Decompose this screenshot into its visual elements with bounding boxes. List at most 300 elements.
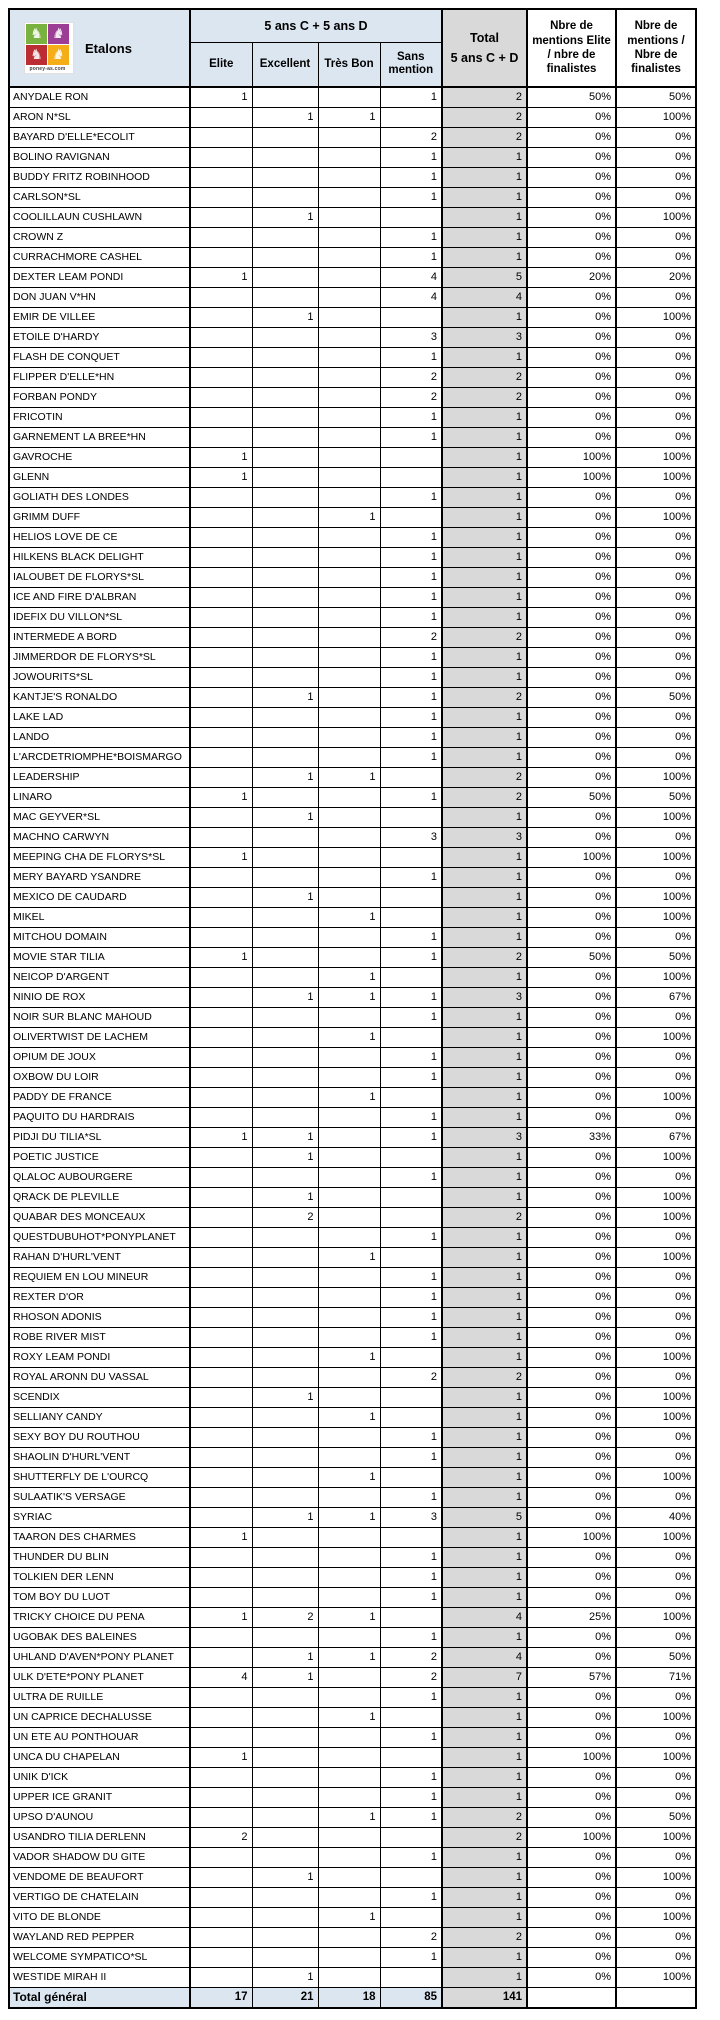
pct-elite-cell: 100% [527,1748,616,1768]
elite-count-cell [190,1728,252,1748]
stallion-name-cell: MEXICO DE CAUDARD [9,888,190,908]
excellent-count-cell: 1 [252,1188,318,1208]
tres-bon-count-cell [318,728,380,748]
elite-count-cell [190,1228,252,1248]
table-row [9,708,696,728]
pct-elite-cell: 0% [527,1808,616,1828]
excellent-count-cell: 1 [252,108,318,128]
total-cell: 1 [442,708,527,728]
excellent-count-cell [252,328,318,348]
sans-mention-count-cell: 2 [380,1668,442,1688]
logo-purple-pony-icon: ♞ [48,24,69,44]
tres-bon-count-cell: 1 [318,1908,380,1928]
total-cell: 1 [442,148,527,168]
pct-mentions-cell: 0% [616,1008,696,1028]
table-row [9,188,696,208]
logo-caption: poney-as.com [29,66,66,72]
table-row [9,1288,696,1308]
sans-mention-count-cell [380,1828,442,1848]
tres-bon-count-cell [318,708,380,728]
pct-mentions-cell: 0% [616,1788,696,1808]
total-cell: 2 [442,768,527,788]
excellent-count-cell: 1 [252,768,318,788]
elite-count-cell [190,1308,252,1328]
elite-count-cell [190,1568,252,1588]
pct-mentions-cell: 100% [616,1528,696,1548]
pct-mentions-cell: 100% [616,1348,696,1368]
total-column-header [442,9,527,87]
sans-mention-count-cell: 1 [380,488,442,508]
pct-mentions-cell: 0% [616,428,696,448]
excellent-count-cell [252,1688,318,1708]
sans-mention-count-cell: 1 [380,688,442,708]
pct-elite-cell: 100% [527,1828,616,1848]
stallion-name-cell: VERTIGO DE CHATELAIN [9,1888,190,1908]
total-cell: 1 [442,908,527,928]
sans-mention-count-cell [380,1528,442,1548]
pct-elite-cell: 0% [527,488,616,508]
table-row [9,1228,696,1248]
sans-mention-count-cell [380,1208,442,1228]
pct-elite-cell: 0% [527,988,616,1008]
elite-count-cell [190,1448,252,1468]
sans-mention-count-cell: 1 [380,428,442,448]
table-row [9,1848,696,1868]
tres-bon-count-cell [318,568,380,588]
pct-elite-cell: 0% [527,708,616,728]
pct-elite-cell: 0% [527,368,616,388]
stallion-name-cell: L'ARCDETRIOMPHE*BOISMARGO [9,748,190,768]
total-cell: 2 [442,1928,527,1948]
tres-bon-count-cell [318,1228,380,1248]
excellent-count-cell [252,348,318,368]
table-row [9,308,696,328]
pct-mentions-cell: 67% [616,988,696,1008]
tres-bon-count-cell [318,408,380,428]
stallion-name-cell: LAKE LAD [9,708,190,728]
tres-bon-count-cell [318,268,380,288]
tres-bon-count-cell [318,668,380,688]
elite-count-cell [190,388,252,408]
total-cell: 1 [442,1228,527,1248]
pct-elite-cell: 0% [527,628,616,648]
excellent-count-cell [252,508,318,528]
tres-bon-count-cell [318,1868,380,1888]
pct-mentions-cell: 0% [616,1588,696,1608]
elite-count-cell [190,1708,252,1728]
elite-count-cell [190,648,252,668]
elite-count-cell [190,368,252,388]
elite-count-cell [190,968,252,988]
elite-count-cell [190,1588,252,1608]
stallion-name-cell: NOIR SUR BLANC MAHOUD [9,1008,190,1028]
elite-count-cell [190,1048,252,1068]
elite-count-cell [190,1208,252,1228]
elite-count-cell [190,228,252,248]
pct-mentions-cell: 0% [616,1048,696,1068]
excellent-count-cell [252,1168,318,1188]
total-cell: 1 [442,1348,527,1368]
elite-count-cell [190,1108,252,1128]
pct-elite-cell: 0% [527,1388,616,1408]
table-row [9,368,696,388]
total-cell: 2 [442,948,527,968]
table-row [9,1508,696,1528]
excellent-count-cell [252,908,318,928]
tres-bon-count-cell [318,1628,380,1648]
pct-elite-cell: 0% [527,348,616,368]
tres-bon-count-cell [318,528,380,548]
table-row [9,848,696,868]
pct-mentions-cell: 100% [616,1748,696,1768]
excellent-count-cell [252,1948,318,1968]
total-cell: 3 [442,988,527,1008]
sans-mention-count-cell: 1 [380,868,442,888]
pct-elite-cell: 0% [527,768,616,788]
pct-mentions-cell: 0% [616,328,696,348]
table-row [9,668,696,688]
table-row [9,1328,696,1348]
total-cell: 1 [442,428,527,448]
pct-mentions-cell: 0% [616,288,696,308]
tres-bon-count-cell: 1 [318,1248,380,1268]
stallion-name-cell: BAYARD D'ELLE*ECOLIT [9,128,190,148]
elite-count-cell [190,1928,252,1948]
elite-count-cell [190,1368,252,1388]
sans-mention-count-cell [380,508,442,528]
total-cell: 1 [442,1688,527,1708]
sans-mention-count-cell: 1 [380,1168,442,1188]
total-cell: 5 [442,1508,527,1528]
tres-bon-count-cell [318,468,380,488]
elite-count-cell [190,828,252,848]
stallion-name-cell: LEADERSHIP [9,768,190,788]
pct-mentions-cell: 50% [616,948,696,968]
pct-mentions-cell: 0% [616,608,696,628]
sans-mention-count-cell: 1 [380,1108,442,1128]
stallion-name-cell: OLIVERTWIST DE LACHEM [9,1028,190,1048]
sans-mention-count-cell: 3 [380,328,442,348]
stallion-name-cell: EMIR DE VILLEE [9,308,190,328]
table-row [9,228,696,248]
sans-mention-count-cell [380,848,442,868]
subheader-excellent: Excellent [252,42,318,87]
tres-bon-count-cell [318,87,380,108]
stallion-name-cell: SELLIANY CANDY [9,1408,190,1428]
sans-mention-count-cell: 1 [380,1548,442,1568]
pct-elite-cell: 0% [527,1468,616,1488]
elite-count-cell [190,528,252,548]
sans-mention-count-cell [380,468,442,488]
excellent-count-cell: 1 [252,988,318,1008]
pct-mentions-cell: 100% [616,1608,696,1628]
stallion-name-cell: GOLIATH DES LONDES [9,488,190,508]
elite-count-cell: 1 [190,788,252,808]
elite-count-cell [190,808,252,828]
tres-bon-count-cell [318,1168,380,1188]
elite-count-cell [190,668,252,688]
total-cell: 1 [442,1888,527,1908]
pct-mentions-cell: 0% [616,1448,696,1468]
tres-bon-count-cell [318,748,380,768]
excellent-count-cell [252,728,318,748]
total-cell: 2 [442,108,527,128]
table-row [9,488,696,508]
excellent-count-cell [252,1348,318,1368]
sans-mention-count-cell: 1 [380,188,442,208]
total-general-pct-elite-cell [527,1988,616,2009]
elite-count-cell: 1 [190,468,252,488]
tres-bon-count-cell [318,1528,380,1548]
sans-mention-count-cell: 1 [380,1568,442,1588]
table-row [9,528,696,548]
pct-mentions-cell: 0% [616,1308,696,1328]
total-cell: 1 [442,1568,527,1588]
pct-elite-cell: 0% [527,508,616,528]
stallion-name-cell: REQUIEM EN LOU MINEUR [9,1268,190,1288]
pct-mentions-cell: 100% [616,1188,696,1208]
stallion-name-cell: SULAATIK'S VERSAGE [9,1488,190,1508]
group-header-5ans: 5 ans C + 5 ans D [190,9,442,42]
excellent-count-cell: 2 [252,1608,318,1628]
stallion-name-cell: UN ETE AU PONTHOUAR [9,1728,190,1748]
total-cell: 1 [442,928,527,948]
elite-count-cell [190,1768,252,1788]
elite-count-cell: 1 [190,948,252,968]
tres-bon-count-cell [318,348,380,368]
tres-bon-count-cell [318,888,380,908]
pct-mentions-cell: 0% [616,488,696,508]
pct-mentions-cell: 0% [616,1108,696,1128]
table-row [9,1028,696,1048]
table-row [9,1668,696,1688]
table-row [9,1248,696,1268]
pct-elite-cell: 0% [527,388,616,408]
excellent-count-cell: 1 [252,888,318,908]
pct-elite-cell: 0% [527,1768,616,1788]
pct-elite-cell: 0% [527,588,616,608]
pct-elite-cell: 0% [527,908,616,928]
elite-count-cell [190,928,252,948]
etalons-header-cell [9,9,190,87]
stallion-name-cell: FLIPPER D'ELLE*HN [9,368,190,388]
total-cell: 1 [442,1148,527,1168]
tres-bon-count-cell [318,1828,380,1848]
pct-mentions-cell: 0% [616,528,696,548]
table-row [9,268,696,288]
sans-mention-count-cell [380,208,442,228]
excellent-count-cell [252,748,318,768]
stallion-name-cell: UGOBAK DES BALEINES [9,1628,190,1648]
sans-mention-count-cell: 1 [380,1768,442,1788]
elite-count-cell [190,1848,252,1868]
stallion-name-cell: CROWN Z [9,228,190,248]
stallion-name-cell: ANYDALE RON [9,87,190,108]
excellent-count-cell [252,1068,318,1088]
sans-mention-count-cell [380,108,442,128]
total-cell: 1 [442,1088,527,1108]
pct-elite-cell: 0% [527,208,616,228]
pct-elite-cell: 0% [527,1328,616,1348]
pct-elite-cell: 0% [527,1288,616,1308]
total-cell: 1 [442,448,527,468]
stallion-name-cell: ROYAL ARONN DU VASSAL [9,1368,190,1388]
sans-mention-count-cell: 1 [380,928,442,948]
pct-elite-cell: 0% [527,1508,616,1528]
stallion-name-cell: SEXY BOY DU ROUTHOU [9,1428,190,1448]
excellent-count-cell [252,1808,318,1828]
stallion-name-cell: IDEFIX DU VILLON*SL [9,608,190,628]
table-row [9,1868,696,1888]
pct-elite-cell: 0% [527,1628,616,1648]
sans-mention-count-cell [380,1468,442,1488]
pct-elite-cell: 25% [527,1608,616,1628]
sans-mention-count-cell [380,1608,442,1628]
pct-mentions-cell: 100% [616,308,696,328]
excellent-count-cell [252,1468,318,1488]
table-row [9,108,696,128]
total-cell: 1 [442,1788,527,1808]
pct-mentions-cell: 100% [616,1868,696,1888]
sans-mention-count-cell: 1 [380,1628,442,1648]
total-cell: 1 [442,1408,527,1428]
elite-count-cell [190,1408,252,1428]
elite-count-cell [190,168,252,188]
excellent-count-cell [252,428,318,448]
pct-mentions-cell: 100% [616,508,696,528]
stallion-name-cell: OPIUM DE JOUX [9,1048,190,1068]
stallion-name-cell: BOLINO RAVIGNAN [9,148,190,168]
pct-mentions-cell: 100% [616,848,696,868]
pct-mentions-cell: 0% [616,1268,696,1288]
excellent-count-cell [252,1028,318,1048]
table-row [9,888,696,908]
stallion-name-cell: KANTJE'S RONALDO [9,688,190,708]
table-row [9,1208,696,1228]
pct-mentions-column-header: Nbre de mentions / Nbre de finalistes [616,9,696,87]
excellent-count-cell [252,708,318,728]
pct-elite-cell: 0% [527,1588,616,1608]
total-cell: 2 [442,688,527,708]
total-cell: 1 [442,1728,527,1748]
tres-bon-count-cell [318,1568,380,1588]
total-cell: 1 [442,168,527,188]
total-cell: 1 [442,808,527,828]
pct-mentions-cell: 0% [616,168,696,188]
pct-elite-cell: 0% [527,1488,616,1508]
tres-bon-count-cell: 1 [318,988,380,1008]
tres-bon-count-cell [318,1128,380,1148]
total-cell: 1 [442,1708,527,1728]
total-cell: 1 [442,968,527,988]
total-general-elite-count-cell: 17 [190,1988,252,2009]
sans-mention-count-cell: 1 [380,948,442,968]
table-row [9,1148,696,1168]
pct-mentions-cell: 100% [616,1028,696,1048]
stallion-name-cell: ARON N*SL [9,108,190,128]
stallion-name-cell: FRICOTIN [9,408,190,428]
excellent-count-cell [252,848,318,868]
tres-bon-count-cell [318,948,380,968]
pct-mentions-cell: 0% [616,368,696,388]
excellent-count-cell [252,1488,318,1508]
table-row [9,208,696,228]
table-row [9,1428,696,1448]
elite-count-cell [190,308,252,328]
total-cell: 1 [442,1008,527,1028]
pct-elite-cell: 0% [527,188,616,208]
tres-bon-count-cell [318,1368,380,1388]
table-row [9,1968,696,1988]
total-cell: 1 [442,1108,527,1128]
sans-mention-count-cell: 2 [380,388,442,408]
stallion-name-cell: QRACK DE PLEVILLE [9,1188,190,1208]
pct-elite-cell: 0% [527,148,616,168]
pct-elite-cell: 0% [527,1408,616,1428]
tres-bon-count-cell [318,128,380,148]
elite-count-cell [190,728,252,748]
table-row [9,1928,696,1948]
sans-mention-count-cell: 1 [380,648,442,668]
tres-bon-count-cell [318,1768,380,1788]
stallion-name-cell: JIMMERDOR DE FLORYS*SL [9,648,190,668]
excellent-count-cell [252,1888,318,1908]
total-general-pct-mentions-cell [616,1988,696,2009]
tres-bon-count-cell [318,1048,380,1068]
pct-mentions-cell: 0% [616,928,696,948]
tres-bon-count-cell [318,288,380,308]
elite-count-cell [190,1008,252,1028]
stallion-name-cell: MIKEL [9,908,190,928]
excellent-count-cell [252,1268,318,1288]
tres-bon-count-cell [318,648,380,668]
pct-elite-cell: 0% [527,408,616,428]
sans-mention-count-cell: 1 [380,1588,442,1608]
table-row [9,808,696,828]
table-row [9,868,696,888]
stallion-name-cell: HELIOS LOVE DE CE [9,528,190,548]
etalons-report [8,8,697,2009]
pct-elite-cell: 100% [527,1528,616,1548]
total-cell: 3 [442,328,527,348]
total-cell: 1 [442,508,527,528]
sans-mention-count-cell: 1 [380,728,442,748]
stallion-name-cell: PIDJI DU TILIA*SL [9,1128,190,1148]
excellent-count-cell [252,1448,318,1468]
total-cell: 1 [442,1288,527,1308]
table-row [9,1648,696,1668]
sans-mention-count-cell: 1 [380,1888,442,1908]
tres-bon-count-cell [318,1488,380,1508]
sans-mention-count-cell: 1 [380,1428,442,1448]
tres-bon-count-cell [318,428,380,448]
stallion-name-cell: FORBAN PONDY [9,388,190,408]
excellent-count-cell [252,1308,318,1328]
elite-count-cell [190,1788,252,1808]
total-cell: 1 [442,548,527,568]
table-row [9,1068,696,1088]
total-cell: 1 [442,1188,527,1208]
excellent-count-cell [252,968,318,988]
excellent-count-cell [252,548,318,568]
excellent-count-cell [252,1908,318,1928]
total-general-label: Total général [9,1988,190,2009]
total-cell: 2 [442,1208,527,1228]
pct-elite-cell: 0% [527,548,616,568]
tres-bon-count-cell: 1 [318,1348,380,1368]
sans-mention-count-cell: 1 [380,1848,442,1868]
excellent-count-cell: 1 [252,1128,318,1148]
